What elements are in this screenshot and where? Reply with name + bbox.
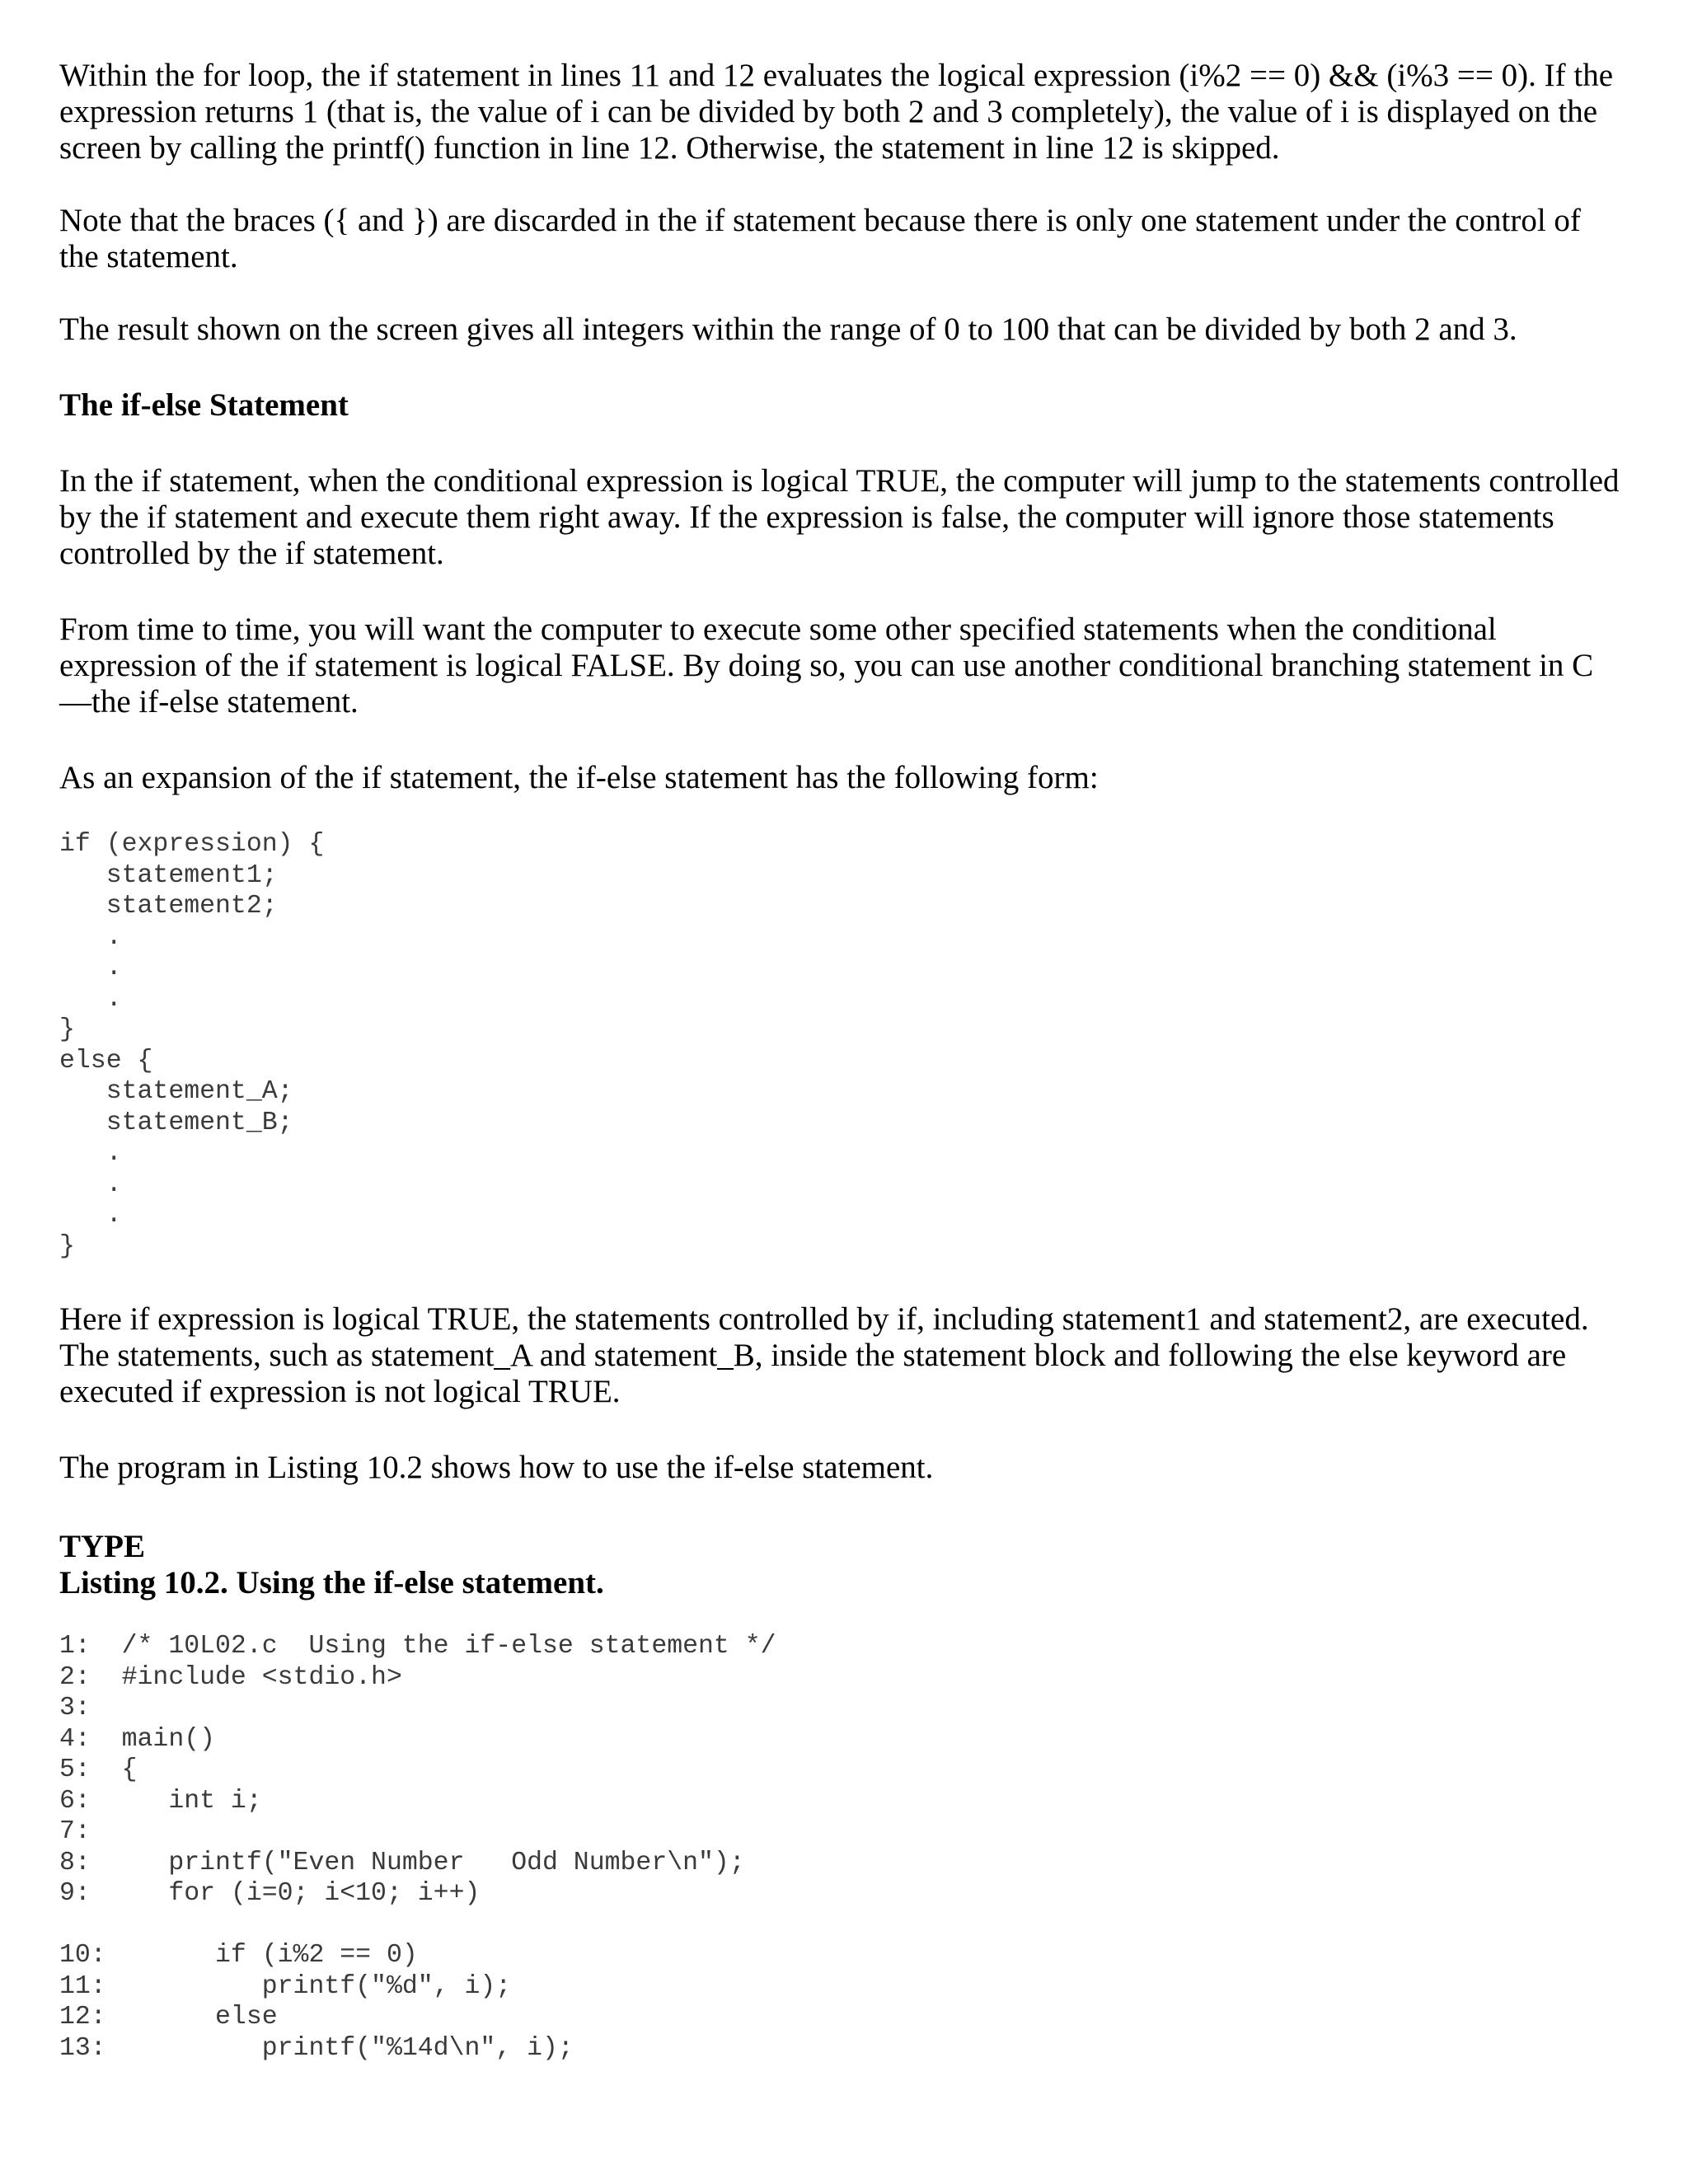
code-line: statement2; (59, 892, 278, 921)
code-line: 1: /* 10L02.c Using the if-else statement */ (59, 1632, 776, 1661)
paragraph-braces-note: Note that the braces ({ and }) are discarded in the if statement because there is only one statement under the control of the statement. (59, 203, 1581, 274)
paragraph-if-else-intro: From time to time, you will want the computer to execute some other specified statements when the conditional expression of the if statement is logical FALSE. By doing so, you can use another conditional branching statement in C—the if-else statement. (59, 612, 1594, 719)
code-line: . (59, 922, 122, 952)
code-line: 13: printf("%14d\n", i); (59, 2033, 574, 2063)
paragraph-listing-intro: The program in Listing 10.2 shows how to use the if-else statement. (59, 1450, 934, 1485)
listing-title: Listing 10.2. Using the if-else statement. (59, 1565, 604, 1601)
code-line: 10: if (i%2 == 0) (59, 1941, 418, 1970)
paragraph-if-true-false: In the if statement, when the conditional expression is logical TRUE, the computer will jump to the statements controlled by the if statement and execute them right away. If the expression is false, the computer will ignore those statements controlled by the if statement. (59, 463, 1620, 571)
code-line: . (59, 984, 122, 1014)
if-else-form-code (59, 829, 1625, 1262)
code-line: . (59, 1139, 122, 1168)
section-heading: The if-else Statement (59, 387, 349, 423)
code-line: 2: #include <stdio.h> (59, 1662, 402, 1692)
code-line: statement_A; (59, 1077, 293, 1106)
code-line: . (59, 1169, 122, 1199)
code-line: 12: else (59, 2003, 278, 2032)
code-line (59, 1910, 1625, 1941)
code-line: else { (59, 1046, 153, 1076)
paragraph-form-intro: As an expansion of the if statement, the if-else statement has the following form: (59, 760, 1099, 795)
paragraph-result-note: The result shown on the screen gives all integers within the range of 0 to 100 that can be divided by both 2 and 3. (59, 312, 1517, 347)
paragraph-if-else-explanation: Here if expression is logical TRUE, the statements controlled by if, including statement1 and statement2, are executed. The statements, such as statement_A and statement_B, inside the statement block and following the else keyword are executed if expression is not logical TRUE. (59, 1301, 1589, 1409)
code-line: 8: printf("Even Number Odd Number\n"); (59, 1848, 745, 1877)
code-line: . (59, 954, 122, 982)
code-line: 4: main() (59, 1724, 216, 1754)
code-line: statement1; (59, 860, 278, 890)
document-page (59, 58, 1625, 2064)
code-line: 11: printf("%d", i); (59, 1971, 512, 2001)
code-line: 7: (59, 1817, 91, 1846)
type-label: TYPE (59, 1529, 146, 1564)
code-line: 3: (59, 1694, 91, 1722)
code-line: } (59, 1015, 75, 1044)
listing-code (59, 1631, 1625, 2064)
code-line: . (59, 1201, 122, 1230)
code-line: 5: { (59, 1755, 138, 1784)
paragraph-if-loop-explanation: Within the for loop, the if statement in lines 11 and 12 evaluates the logical expression (i%2 == 0) && (i%3 == 0). If the expression returns 1 (that is, the value of i can be divided by both 2 and 3 completely), the value of i is displayed on the screen by calling the printf() function in line 12. Otherwise, the statement in line 12 is skipped. (59, 58, 1614, 166)
code-line: } (59, 1231, 75, 1261)
code-line: 9: for (i=0; i<10; i++) (59, 1879, 481, 1908)
code-line: if (expression) { (59, 830, 325, 859)
code-line: 6: int i; (59, 1786, 262, 1816)
code-line: statement_B; (59, 1108, 293, 1137)
